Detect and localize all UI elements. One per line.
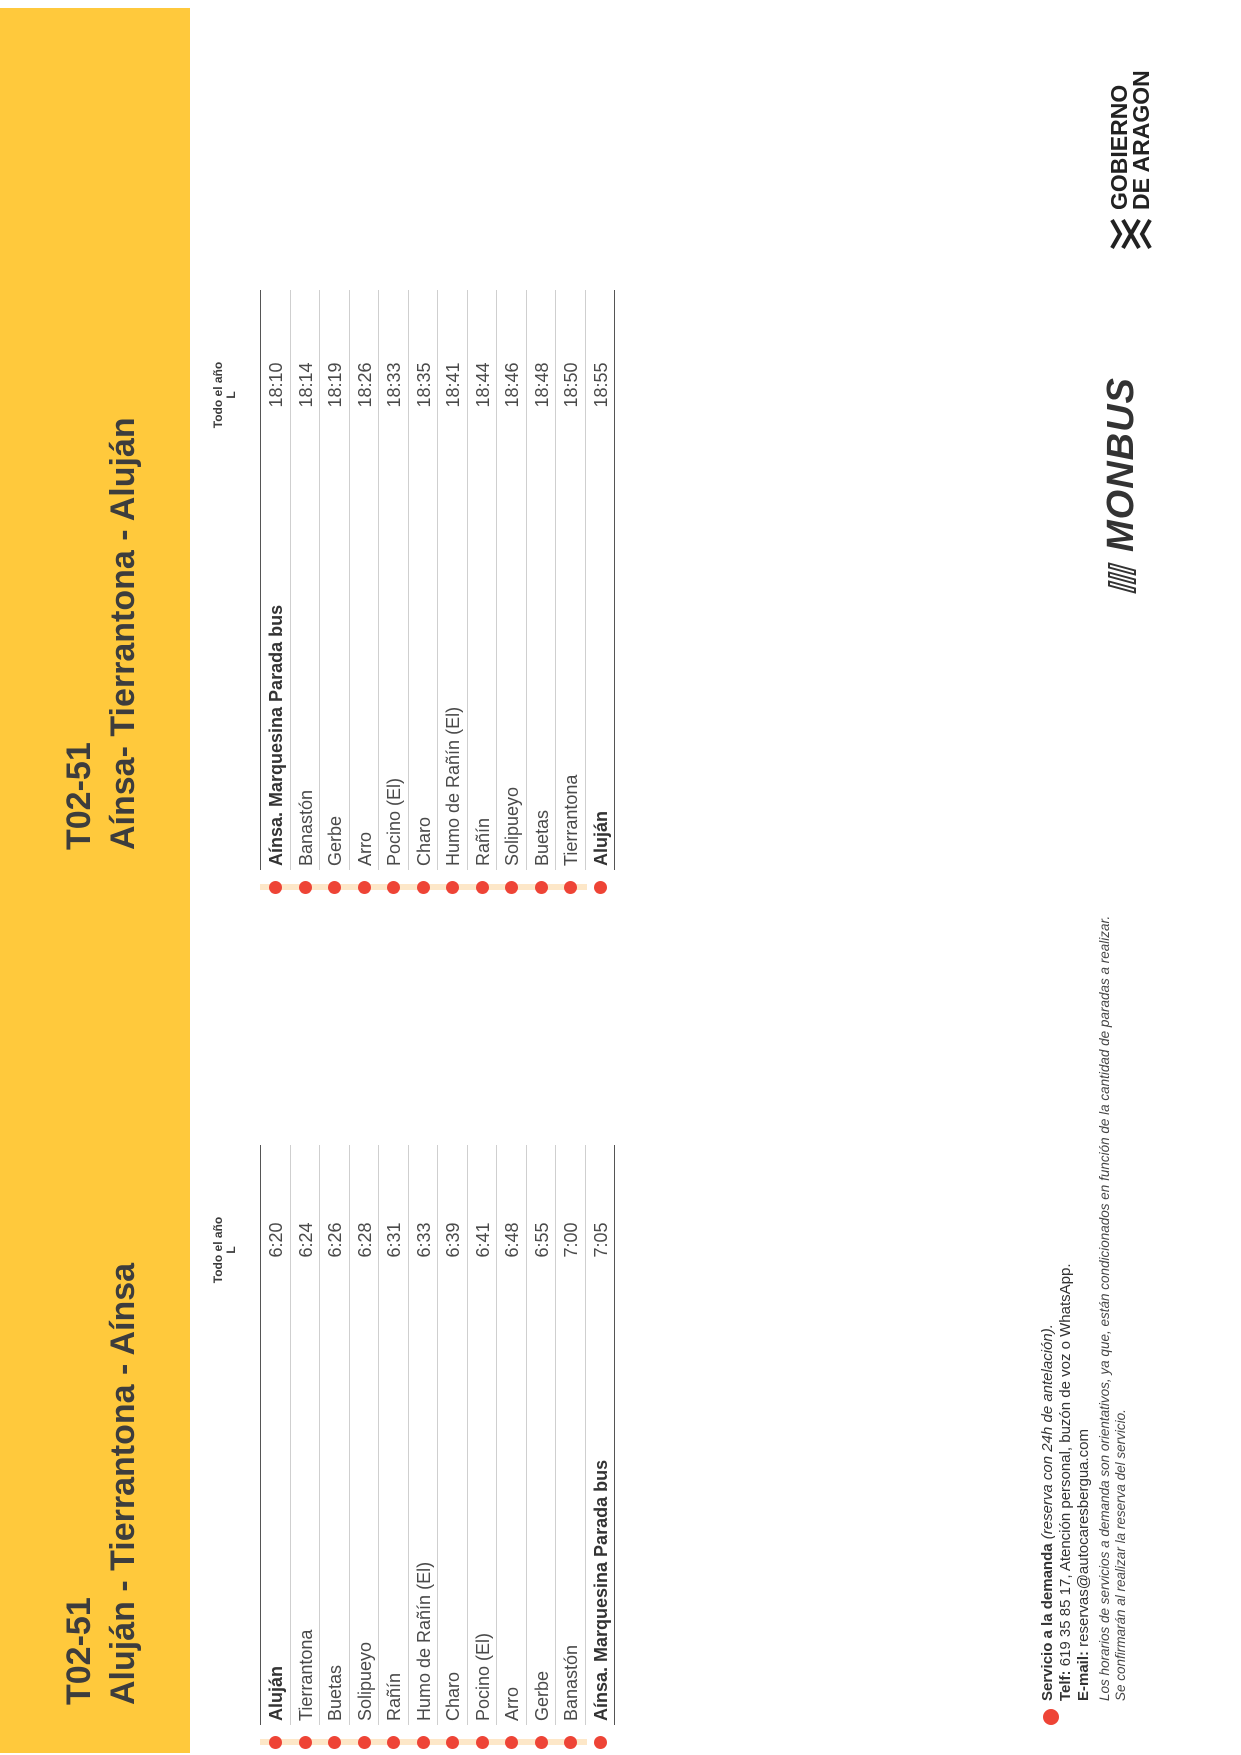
stop-time: 18:19 bbox=[325, 362, 345, 408]
stop-row bbox=[468, 1145, 498, 1725]
stop-name: Aluján bbox=[266, 1665, 286, 1721]
route-code: T02-51 bbox=[60, 742, 98, 850]
stop-row bbox=[379, 1145, 409, 1725]
stop-name: Solipueyo bbox=[354, 1641, 375, 1721]
stop-time: 6:33 bbox=[413, 1222, 434, 1258]
stop-dot-icon bbox=[476, 881, 489, 894]
stop-time: 6:55 bbox=[531, 1222, 552, 1258]
stop-time: 6:39 bbox=[443, 1222, 463, 1258]
monbus-wordmark: MONBUS bbox=[1100, 377, 1142, 552]
stop-list bbox=[260, 1145, 615, 1725]
gobierno-line2: DE ARAGON bbox=[1128, 70, 1154, 210]
stop-time: 6:28 bbox=[354, 1222, 375, 1258]
stop-name: Humo de Rañín (El) bbox=[443, 706, 463, 866]
stop-time: 18:46 bbox=[502, 362, 522, 408]
stop-row bbox=[556, 290, 586, 870]
stop-name: Charo bbox=[443, 1671, 463, 1721]
stop-dot-icon bbox=[476, 1736, 489, 1749]
stop-name: Tierrantona bbox=[561, 774, 581, 866]
aragon-stripes-icon bbox=[1108, 218, 1154, 250]
stop-dot-icon bbox=[269, 1736, 282, 1749]
stop-time: 6:26 bbox=[325, 1222, 345, 1258]
stop-dot-icon bbox=[594, 1736, 607, 1749]
stop-dot-icon bbox=[446, 881, 459, 894]
stop-name: Rañín bbox=[472, 817, 493, 866]
stop-dot-icon bbox=[417, 1736, 430, 1749]
phone-label: Telf: bbox=[1057, 1670, 1074, 1701]
stop-name: Humo de Rañín (El) bbox=[413, 1561, 434, 1721]
stop-name: Gerbe bbox=[325, 815, 345, 866]
stop-time: 18:55 bbox=[590, 362, 611, 408]
stop-dot-icon bbox=[387, 881, 400, 894]
service-note: (reserva con 24h de antelación). bbox=[1039, 1324, 1056, 1540]
column-header bbox=[212, 315, 238, 475]
confirmation-note: Se confirmarán al realizar la reserva del servicio. bbox=[1113, 1409, 1128, 1701]
column-header bbox=[212, 1170, 238, 1330]
stop-name: Aínsa. Marquesina Parada bus bbox=[590, 1459, 611, 1721]
stop-dot-icon bbox=[417, 881, 430, 894]
stop-time: 6:24 bbox=[295, 1222, 316, 1258]
stop-dot-icon bbox=[505, 881, 518, 894]
column-header-period: Todo el año bbox=[211, 361, 225, 429]
stop-time: 18:10 bbox=[266, 362, 286, 408]
stop-row bbox=[379, 290, 409, 870]
stop-dot-icon bbox=[328, 881, 341, 894]
stop-time: 18:14 bbox=[295, 362, 316, 408]
email-link[interactable]: reservas@autocaresbergua.com bbox=[1075, 1428, 1092, 1647]
stop-name: Solipueyo bbox=[502, 786, 522, 866]
email-line bbox=[1075, 1429, 1092, 1701]
stop-name: Arro bbox=[354, 831, 375, 866]
stop-row bbox=[350, 290, 380, 870]
gobierno-aragon-logo bbox=[1108, 50, 1158, 250]
stop-name: Banastón bbox=[561, 1644, 581, 1721]
stop-row bbox=[409, 290, 439, 870]
stop-name: Gerbe bbox=[531, 1670, 552, 1721]
stop-row bbox=[409, 1145, 439, 1725]
stop-name: Aluján bbox=[590, 810, 611, 866]
stop-row bbox=[527, 1145, 557, 1725]
stop-time: 6:20 bbox=[266, 1222, 286, 1258]
stop-name: Pocino (El) bbox=[384, 777, 404, 866]
stop-name: Rañín bbox=[384, 1672, 404, 1721]
stop-time: 7:05 bbox=[590, 1222, 611, 1258]
service-label: Servicio a la demanda bbox=[1039, 1543, 1056, 1701]
monbus-bars-icon bbox=[1108, 560, 1136, 590]
stop-dot-icon bbox=[564, 1736, 577, 1749]
stop-time: 6:31 bbox=[384, 1222, 404, 1258]
stop-row bbox=[468, 290, 498, 870]
stop-dot-icon bbox=[594, 881, 607, 894]
stop-name: Tierrantona bbox=[295, 1629, 316, 1721]
stop-row bbox=[320, 290, 350, 870]
column-header-days: L bbox=[224, 1246, 238, 1254]
stop-name: Charo bbox=[413, 816, 434, 866]
on-demand-dot-icon bbox=[1043, 1709, 1059, 1725]
timetable-return bbox=[0, 330, 1241, 870]
stop-time: 6:48 bbox=[502, 1222, 522, 1258]
column-header-days: L bbox=[224, 391, 238, 399]
stop-row bbox=[586, 290, 616, 870]
stop-time: 18:44 bbox=[472, 362, 493, 408]
stop-dot-icon bbox=[387, 1736, 400, 1749]
column-header-period: Todo el año bbox=[211, 1216, 225, 1284]
stop-dot-icon bbox=[535, 881, 548, 894]
service-line bbox=[1039, 1324, 1056, 1701]
stop-time: 18:33 bbox=[384, 362, 404, 408]
stop-row bbox=[497, 290, 527, 870]
stop-row bbox=[497, 1145, 527, 1725]
stop-time: 18:41 bbox=[443, 362, 463, 408]
stop-time: 6:41 bbox=[472, 1222, 493, 1258]
stop-dot-icon bbox=[505, 1736, 518, 1749]
stop-row bbox=[260, 290, 291, 870]
stop-dot-icon bbox=[564, 881, 577, 894]
stop-dot-icon bbox=[535, 1736, 548, 1749]
route-code: T02-51 bbox=[60, 1597, 98, 1705]
stop-dot-icon bbox=[328, 1736, 341, 1749]
stop-dot-icon bbox=[446, 1736, 459, 1749]
stop-row bbox=[260, 1145, 291, 1725]
stop-name: Pocino (El) bbox=[472, 1632, 493, 1721]
stop-row bbox=[527, 290, 557, 870]
stop-name: Aínsa. Marquesina Parada bus bbox=[266, 604, 286, 866]
stop-time: 18:35 bbox=[413, 362, 434, 408]
stop-row bbox=[291, 1145, 321, 1725]
route-name: Aínsa- Tierrantona - Aluján bbox=[104, 417, 142, 850]
stop-dot-icon bbox=[358, 1736, 371, 1749]
stop-time: 18:26 bbox=[354, 362, 375, 408]
stop-row bbox=[586, 1145, 616, 1725]
email-label: E-mail: bbox=[1075, 1650, 1092, 1701]
stop-name: Buetas bbox=[325, 1664, 345, 1721]
stop-dot-icon bbox=[299, 1736, 312, 1749]
stop-row bbox=[320, 1145, 350, 1725]
stop-row bbox=[438, 1145, 468, 1725]
stop-name: Buetas bbox=[531, 809, 552, 866]
stop-time: 7:00 bbox=[561, 1222, 581, 1258]
stop-row bbox=[350, 1145, 380, 1725]
disclaimer-note: Los horarios de servicios a demanda son orientativos, ya que, están condicionados en función de la cantidad de paradas a realizar. bbox=[1097, 915, 1112, 1701]
stop-row bbox=[556, 1145, 586, 1725]
stop-dot-icon bbox=[299, 881, 312, 894]
stop-name: Banastón bbox=[295, 789, 316, 866]
stop-name: Arro bbox=[502, 1686, 522, 1721]
stop-dot-icon bbox=[269, 881, 282, 894]
stop-time: 18:50 bbox=[561, 362, 581, 408]
stop-row bbox=[291, 290, 321, 870]
stop-row bbox=[438, 290, 468, 870]
stop-list bbox=[260, 290, 615, 870]
phone-line bbox=[1057, 1263, 1074, 1701]
stop-dot-icon bbox=[358, 881, 371, 894]
monbus-logo bbox=[1100, 330, 1150, 590]
gobierno-line1: GOBIERNO bbox=[1106, 84, 1132, 210]
phone-text: 619 35 85 17, Atención personal, buzón de voz o WhatsApp. bbox=[1057, 1263, 1074, 1667]
route-name: Aluján - Tierrantona - Aínsa bbox=[104, 1262, 142, 1705]
stop-time: 18:48 bbox=[531, 362, 552, 408]
